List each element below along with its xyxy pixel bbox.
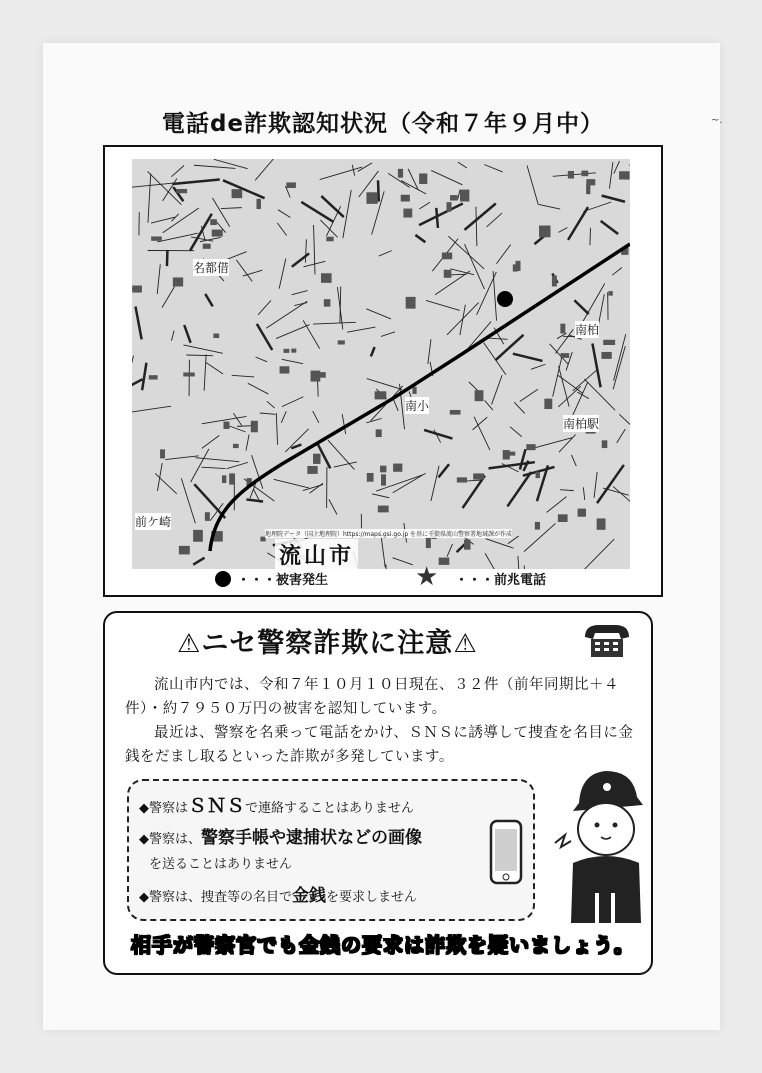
map-legend xyxy=(215,562,655,593)
legend-damage: ・・・被害発生 xyxy=(237,573,329,588)
damage-dot-icon xyxy=(215,571,231,587)
legend-precursor: ・・・前兆電話 xyxy=(455,573,547,588)
slogan: 相手が警察官でも金銭の要求は詐欺を疑いましょう。 xyxy=(131,933,635,957)
warning-body xyxy=(125,673,645,769)
warning-triangle-icon: ⚠ xyxy=(177,629,202,659)
point-images-cont xyxy=(149,853,292,872)
point-money xyxy=(139,881,417,906)
point-images xyxy=(139,823,422,848)
police-officer-illustration xyxy=(551,763,649,929)
warning-triangle-icon: ⚠ xyxy=(453,629,478,659)
point-emphasis: ＳＮＳ xyxy=(188,795,246,817)
points-box xyxy=(127,779,535,921)
point-emphasis: 金銭 xyxy=(292,886,326,906)
place-label: 前ケ崎 xyxy=(135,515,172,529)
point-prefix: ◆警察は、捜査等の名目で xyxy=(139,890,292,905)
street-map xyxy=(132,159,630,569)
point-suffix: を送ることはありません xyxy=(149,857,293,872)
paragraph-trend: 最近は、警察を名乗って電話をかけ、ＳＮＳに誘導して捜査を名目に金銭をだまし取るといった詐欺が多発しています。 xyxy=(125,725,634,765)
point-suffix: で連絡することはありません xyxy=(245,801,415,816)
paragraph-stats: 流山市内では、令和７年１０月１０日現在、３２件（前年同期比＋４件）・約７９５０万円の被害を認知しています。 xyxy=(125,677,619,717)
map-credit: 地理院データ（国土地理院）https://maps.gsi.go.jp を基に千葉県流山警察署地域課が作成 xyxy=(265,531,513,538)
point-prefix: ◆警察は、 xyxy=(139,832,201,847)
flyer-sheet xyxy=(43,43,723,1030)
page-title: 電話de詐欺認知状況（令和７年９月中） xyxy=(161,111,605,137)
place-label: 南小 xyxy=(405,399,430,413)
place-label: 名都借 xyxy=(193,261,230,275)
map-city-label: 流山市 xyxy=(275,539,358,570)
point-emphasis: 警察手帳や逮捕状などの画像 xyxy=(201,828,422,848)
scan-mark: ~. xyxy=(711,115,723,126)
place-label: 南柏駅 xyxy=(563,417,600,431)
point-sns xyxy=(139,791,414,818)
warning-heading xyxy=(177,621,478,660)
point-prefix: ◆警察は xyxy=(139,801,188,816)
telephone-icon xyxy=(581,619,633,659)
place-label: 南柏 xyxy=(575,323,600,337)
star-icon: ★ xyxy=(415,562,439,592)
smartphone-icon xyxy=(489,819,523,885)
warning-title: ニセ警察詐欺に注意 xyxy=(201,628,454,659)
map-panel xyxy=(103,145,663,597)
warning-box xyxy=(103,611,653,975)
point-suffix: を要求しません xyxy=(326,890,418,905)
